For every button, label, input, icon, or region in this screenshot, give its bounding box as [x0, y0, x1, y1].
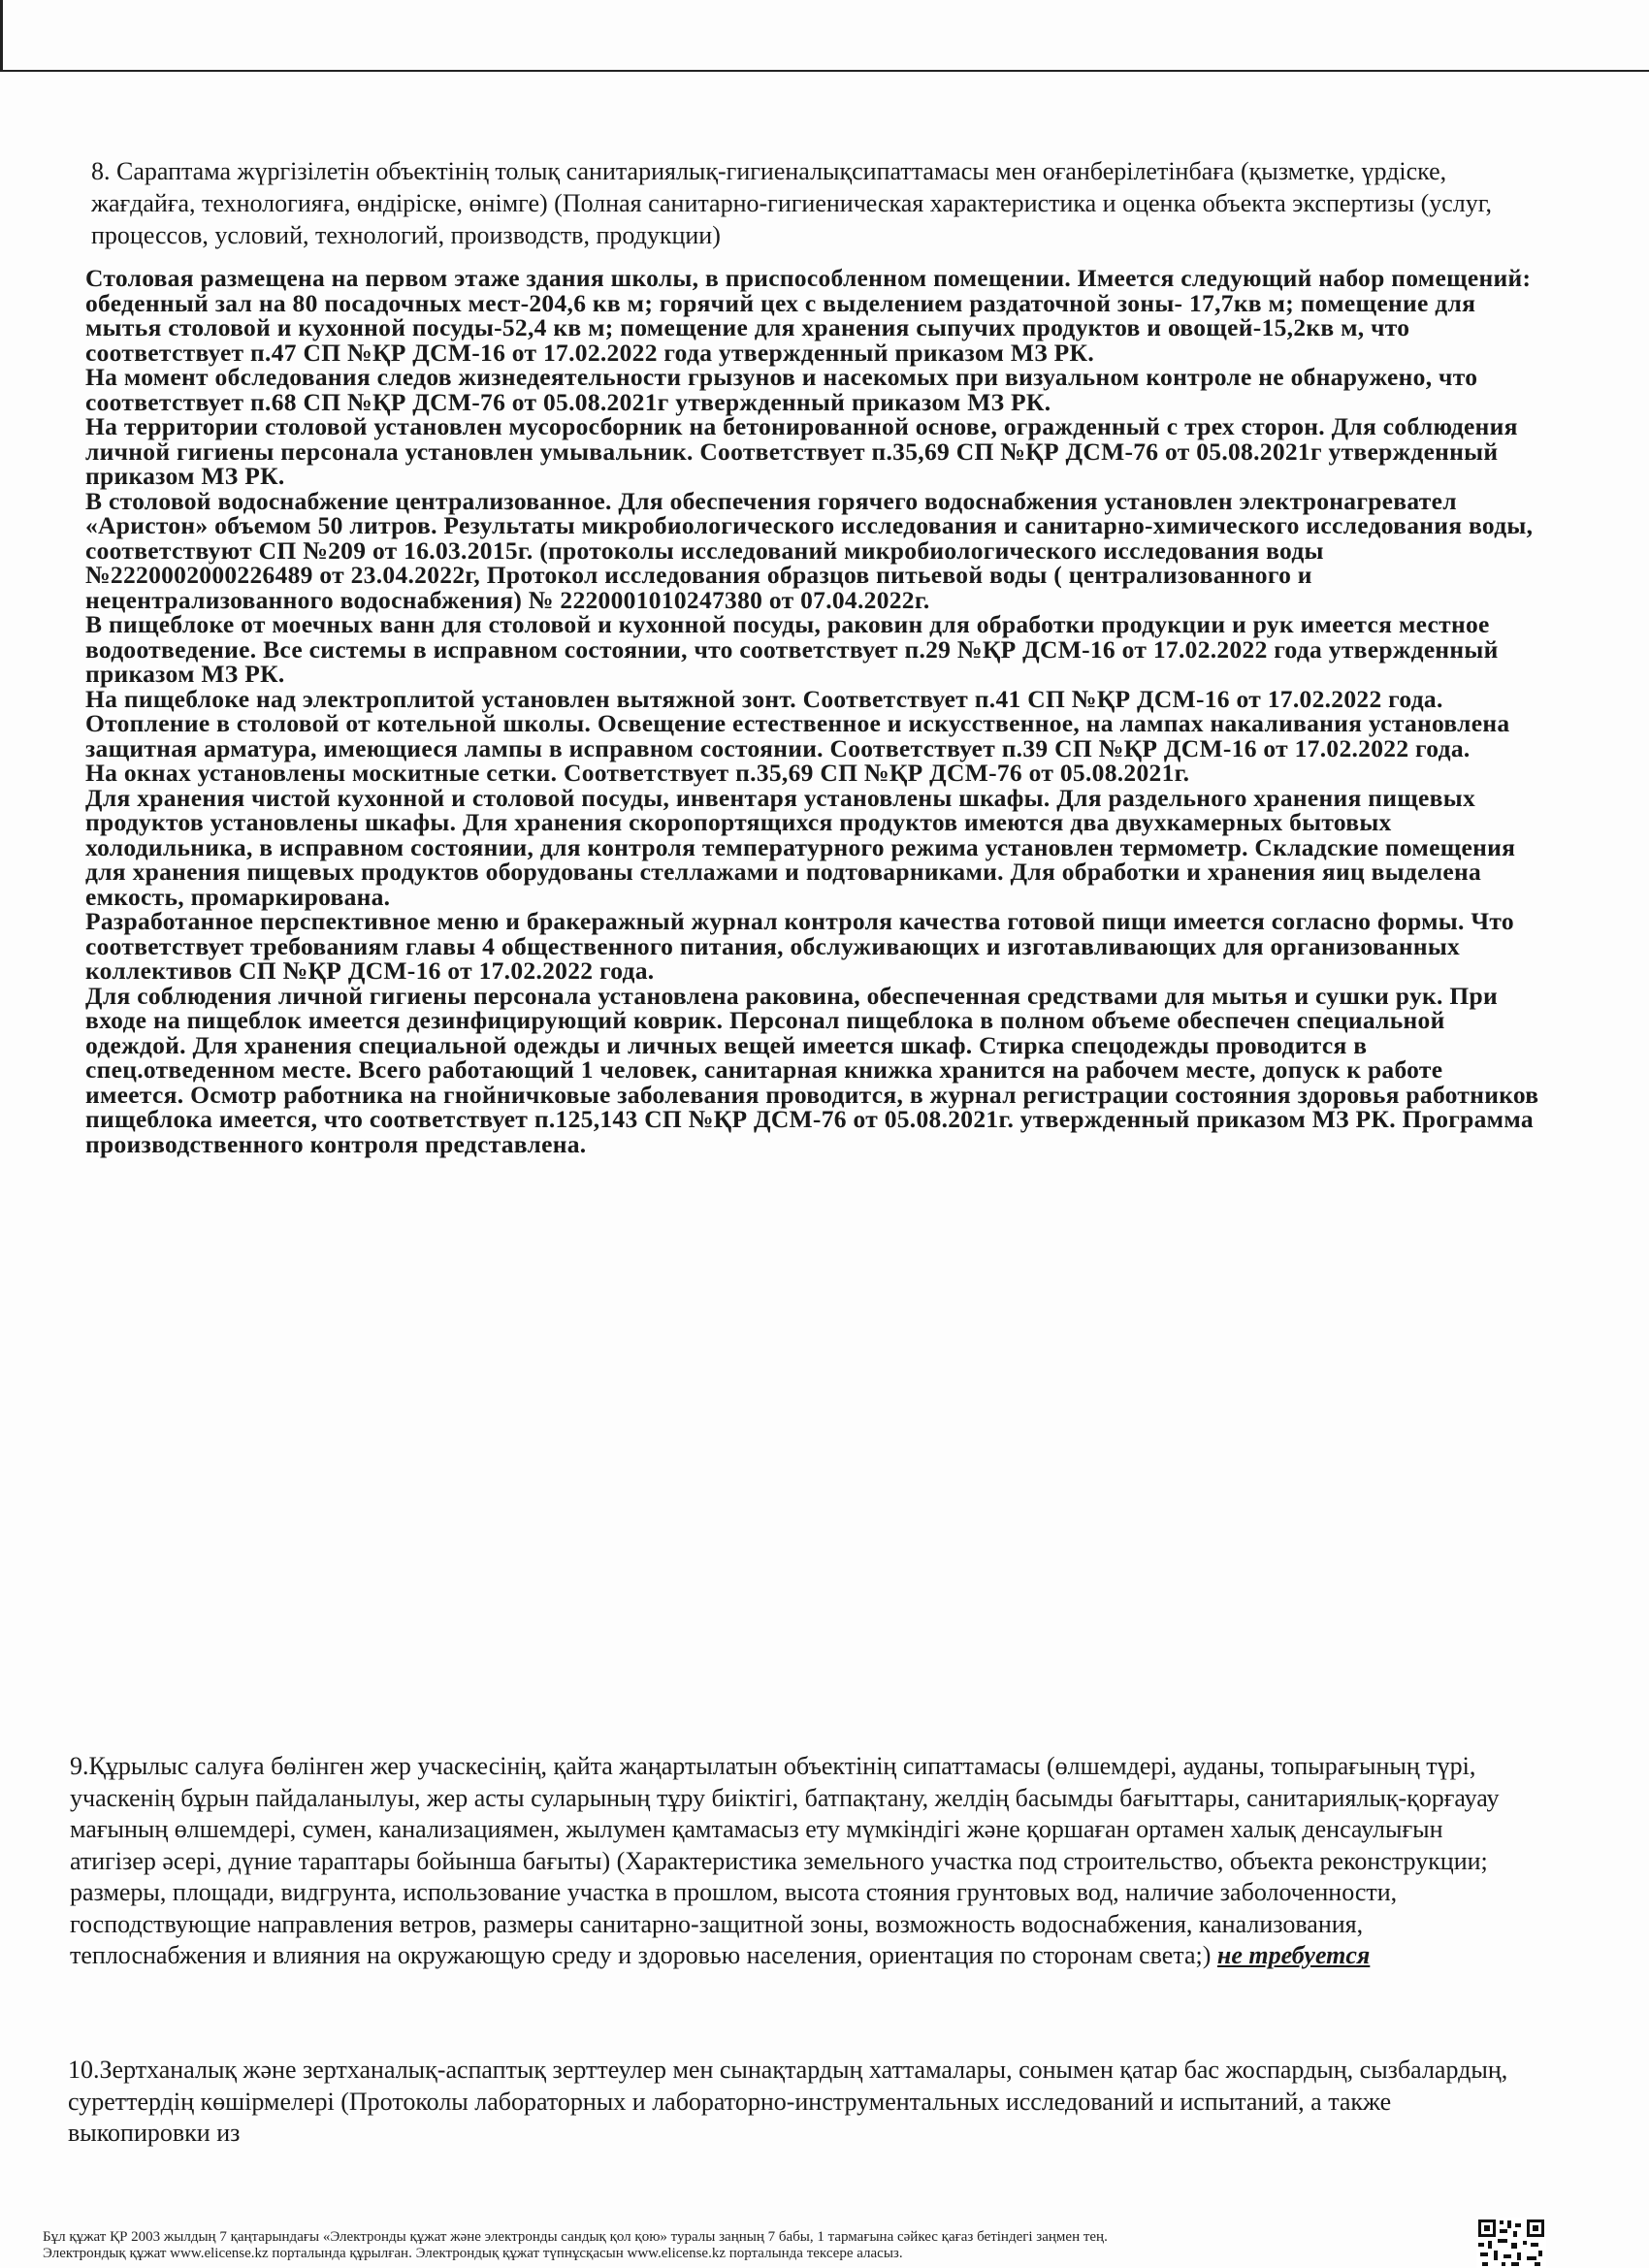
- paragraph: На момент обследования следов жизнедеятельности грызунов и насекомых при визуальном контроле не обнаружено, что соответствует п.68 СП №ҚР ДСМ-76 от 05.08.2021г утвержденный приказом МЗ РК.: [85, 363, 1478, 416]
- paragraph: На окнах установлены москитные сетки. Соответствует п.35,69 СП №ҚР ДСМ-76 от 05.08.2021г.: [85, 759, 1190, 787]
- paragraph: Для соблюдения личной гигиены персонала установлена раковина, обеспеченная средствами для мытья и сушки рук. При входе на пищеблок имеется дезинфицирующий коврик. Персонал пищеблока в полном объеме обеспечен специальной одеждой. Для хранения специальной одежды и личных вещей имеется шкаф. Стирка спецодежды проводится в спец.отведенном месте. Всего работающий 1 человек, санитарная книжка хранится на рабочем месте, допуск к работе имеется. Осмотр работника на гнойничковые заболевания проводится, в журнал регистрации состояния здоровья работников пищеблока имеется, что соответствует п.125,143 СП №ҚР ДСМ-76 от 05.08.2021г. утвержденный приказом МЗ РК. Программа производственного контроля представлена.: [85, 981, 1539, 1158]
- section-8-body: [85, 266, 1542, 1156]
- section-10: [68, 2055, 1523, 2150]
- not-required-note: не требуется: [1216, 1941, 1371, 1969]
- qr-code-icon: [1476, 2218, 1546, 2268]
- section-9: [70, 1751, 1525, 1972]
- section-9-text: 9.Құрылыс салуға бөлінген жер учаскесінің, қайта жаңартылатын объектінің сипаттамасы (өлшемдері, ауданы, топырағының түрі, учаскенің бұрын пайдаланылуы, жер асты суларының тұру биіктігі, батпақтану, желдің басымды бағыттары, санитариялық-қорғауау мағының өлшемдері, сумен, канализациямен, жылумен қамтамасыз ету мүмкіндігі және қоршаған ортамен халық денсаулығын атигізер әсері, дүние тараптары бойынша бағыты) (Характеристика земельного участка под строительство, объекта реконструкции; размеры, площади, видгрунта, использование участка в прошлом, высота стояния грунтовых вод, наличие заболоченности, господствующие направления ветров, размеры санитарно-защитной зоны, возможность водоснабжения, канализования, теплоснабжения и влияния на окружающую среду и здоровью населения, ориентация по сторонам света;): [70, 1752, 1500, 1969]
- paragraph: В столовой водоснабжение централизованное. Для обеспечения горячего водоснабжения установлен электронагревател «Аристон» объемом 50 литров. Результаты микробиологического исследования и санитарно-химического исследования воды, соответствуют СП №209 от 16.03.2015г. (протоколы исследований микробиологического исследования воды №2220002000226489 от 23.04.2022г, Протокол исследования образцов питьевой воды ( централизованного и нецентрализованного водоснабжения) № 2220001010247380 от 07.04.2022г.: [85, 486, 1534, 614]
- paragraph: На пищеблоке над электроплитой установлен вытяжной зонт. Соответствует п.41 СП №ҚР ДСМ-16 от 17.02.2022 года.: [85, 684, 1443, 713]
- scan-border: [0, 0, 1649, 72]
- footer-line-1: Бұл құжат ҚР 2003 жылдың 7 қаңтарындағы «Электронды құжат және электронды сандық қол қою» туралы заңның 7 бабы, 1 тармағына сәйкес қағаз бетіндегі заңмен тең.: [43, 2229, 1108, 2245]
- paragraph: Отопление в столовой от котельной школы. Освещение естественное и искусственное, на лампах накаливания установлена защитная арматура, имеющиеся лампы в исправном состоянии. Соответствует п.39 СП №ҚР ДСМ-16 от 17.02.2022 года.: [85, 709, 1510, 762]
- paragraph: Столовая размещена на первом этаже здания школы, в приспособленном помещении. Имеется следующий набор помещений: обеденный зал на 80 посадочных мест-204,6 кв м; горячий цех с выделением раздаточной зоны- 17,7кв м; помещение для мытья столовой и кухонной посуды-52,4 кв м; помещение для хранения сыпучих продуктов и овощей-15,2кв м, что соответствует п.47 СП №ҚР ДСМ-16 от 17.02.2022 года утвержденный приказом МЗ РК.: [85, 264, 1532, 367]
- paragraph: В пищеблоке от моечных ванн для столовой и кухонной посуды, раковин для обработки продукции и рук имеется местное водоотведение. Все системы в исправном состоянии, что соответствует п.29 №ҚР ДСМ-16 от 17.02.2022 года утвержденный приказом МЗ РК.: [85, 610, 1499, 688]
- paragraph: Разработанное перспективное меню и бракеражный журнал контроля качества готовой пищи имеется согласно формы. Что соответствует требованиям главы 4 общественного питания, обслуживающих и изготавливающих для организованных коллективов СП №ҚР ДСМ-16 от 17.02.2022 года.: [85, 907, 1514, 985]
- section-10-text: 10.Зертханалық және зертханалық-аспаптық зерттеулер мен сынақтардың хаттамалары, сонымен қатар бас жоспардың, сызбалардың, суреттердің көшірмелері (Протоколы лабораторных и лабораторно-инструментальных исследований и испытаний, а также выкопировки из: [68, 2056, 1508, 2147]
- footer-legal-note: [43, 2229, 1439, 2262]
- section-8-heading: 8. Сараптама жүргізілетін объектінің толық санитариялық-гигиеналықсипаттамасы мен оғанберілетінбаға (қызметке, үрдіске, жағдайға, технологияға, өндіріске, өнімге) (Полная санитарно-гигиеническая характеристика и оценка объекта экспертизы (услуг, процессов, условий, технологий, производств, продукции): [91, 157, 1493, 249]
- paragraph: Для хранения чистой кухонной и столовой посуды, инвентаря установлены шкафы. Для раздельного хранения пищевых продуктов установлены шкафы. Для хранения скоропортящихся продуктов имеются два двухкамерных бытовых холодильника, в исправном состоянии, для контроля температурного режима установлен термометр. Складские помещения для хранения пищевых продуктов оборудованы стеллажами и подтоварниками. Для обработки и хранения яиц выделена емкость, промаркирована.: [85, 783, 1516, 911]
- footer-line-2: Электрондық құжат www.elicense.kz порталында құрылған. Электрондық құжат түпнұсқасын www.elicense.kz порталында тексере аласыз.: [43, 2246, 903, 2261]
- paragraph: На территории столовой установлен мусоросборник на бетонированной основе, огражденный с трех сторон. Для соблюдения личной гигиены персонала установлен умывальник. Соответствует п.35,69 СП №ҚР ДСМ-76 от 05.08.2021г утвержденный приказом МЗ РК.: [85, 412, 1518, 490]
